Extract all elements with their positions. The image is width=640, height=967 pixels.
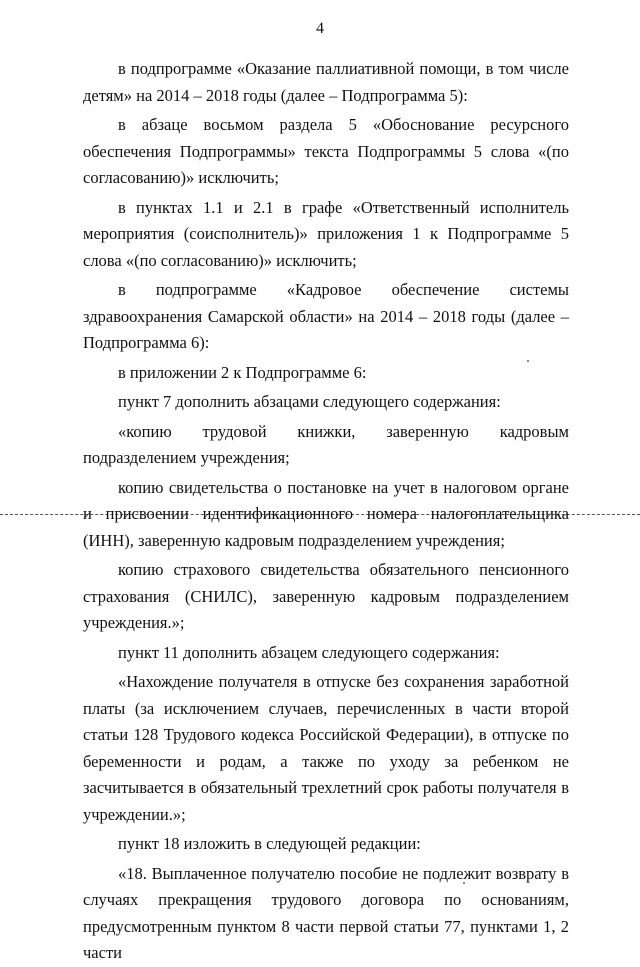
paragraph: «18. Выплаченное получателю пособие не подлежит возврату в случаях прекращения трудового договора по основаниям, предусмотренным пунктом 8 части первой статьи 77, пунктами 1, 2 части [83,863,569,962]
paragraph: в приложении 2 к Подпрограмме 6: [118,362,367,382]
paragraph: в подпрограмме «Кадровое обеспечение системы здравоохранения Самарской области» на 2014 – 2018 годы (далее – Подпрограмма 6): [83,280,569,352]
paragraph: пункт 18 изложить в следующей редакции: [118,834,421,853]
paragraph: копию страхового свидетельства обязательного пенсионного страхования (СНИЛС), заверенную кадровым подразделением учреждения.»; [83,560,569,632]
paragraph: «копию трудовой книжки, заверенную кадровым подразделением учреждения; [83,421,569,467]
paragraph: копию свидетельства о постановке на учет в налоговом органе и присвоении идентификационного номера налогоплательщика (ИНН), заверенную кадровым подразделением учреждения; [83,477,569,550]
document-body [83,56,569,967]
paragraph: «Нахождение получателя в отпуске без сохранения заработной платы (за исключением случаев, перечисленных в части второй статьи 128 Трудового кодекса Российской Федерации), в отпуске по беременности и родам, а также по уходу за ребенком не засчитывается в обязательный трехлетний срок работы получателя в учреждении.»; [83,672,569,824]
paragraph: в абзаце восьмом раздела 5 «Обоснование ресурсного обеспечения Подпрограммы» текста Подпрограммы 5 слова «(по согласованию)» исключить; [83,115,569,187]
paragraph: в подпрограмме «Оказание паллиативной помощи, в том числе детям» на 2014 – 2018 годы (далее – Подпрограмма 5): [83,59,569,105]
paragraph: в пунктах 1.1 и 2.1 в графе «Ответственный исполнитель мероприятия (соисполнитель)» приложения 1 к Подпрограмме 5 слова «(по согласованию)» исключить; [83,197,569,270]
paragraph: пункт 7 дополнить абзацами следующего содержания: [118,392,501,411]
page-number: 4 [316,20,324,37]
paragraph: пункт 11 дополнить абзацем следующего содержания: [118,642,500,662]
